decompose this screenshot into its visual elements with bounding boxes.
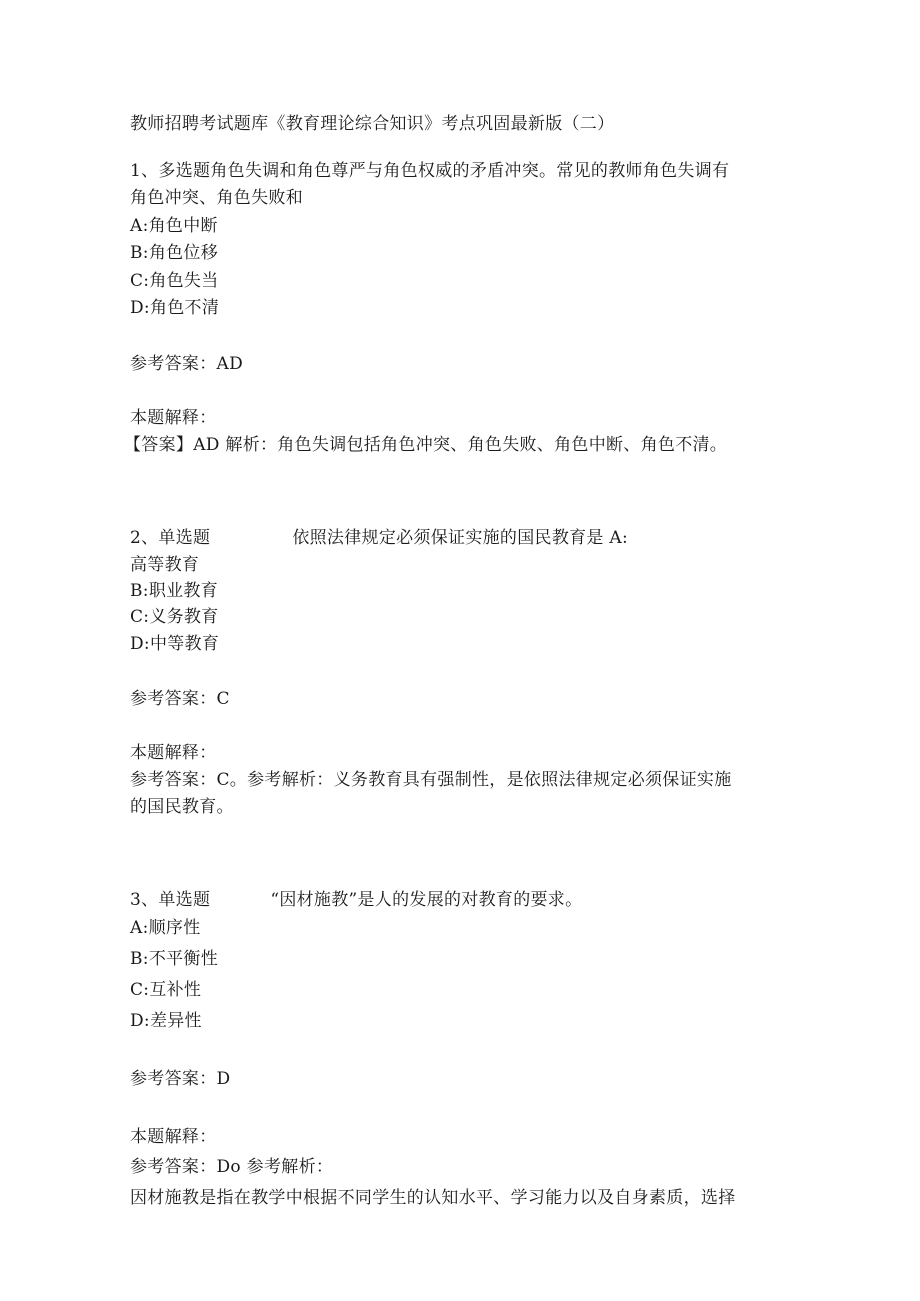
q2-answer: 参考答案：C [130,689,230,709]
q2-stem: 依照法律规定必须保证实施的国民教育是 A: [292,528,629,548]
q2-option-d: D:中等教育 [130,634,220,654]
q3-option-a: A:顺序性 [130,918,201,938]
q3-explain-line1: 参考答案：Do 参考解析： [130,1157,334,1177]
q3-explain-label: 本题解释： [130,1127,217,1147]
q3-option-c: C:互补性 [130,980,202,1000]
q3-stem-line1 [130,889,582,911]
q2-explain-label: 本题解释： [130,743,217,763]
q2-stem-line2: 高等教育 [130,555,200,575]
q1-explain-line1: 【答案】AD 解析：角色失调包括角色冲突、角色失败、角色中断、角色不清。 [124,435,728,455]
q2-explain-line1: 参考答案：C。参考解析：义务教育具有强制性，是依照法律规定必须保证实施 [130,770,732,790]
q1-option-c: C:角色失当 [130,271,219,291]
q1-explain-label: 本题解释： [130,408,217,428]
document-title: 教师招聘考试题库《教育理论综合知识》考点巩固最新版（二） [130,114,615,134]
q3-answer: 参考答案：D [130,1069,231,1089]
q1-stem-line1: 1、多选题角色失调和角色尊严与角色权威的矛盾冲突。常见的教师角色失调有 [130,161,730,181]
q2-option-b: B:职业教育 [130,581,219,601]
q1-stem-line2: 角色冲突、角色失败和 [130,188,303,208]
q3-explain-line2: 因材施教是指在教学中根据不同学生的认知水平、学习能力以及自身素质，选择 [130,1188,736,1208]
q1-option-d: D:角色不清 [130,298,220,318]
q1-option-a: A:角色中断 [130,216,218,236]
q3-option-d: D:差异性 [130,1011,202,1031]
q2-prefix: 2、单选题 [130,528,211,548]
q3-prefix: 3、单选题 [130,890,211,910]
q1-answer: 参考答案：AD [130,354,244,374]
q2-explain-line2: 的国民教育。 [130,797,234,817]
q3-stem: “因材施教”是人的发展的对教育的要求。 [270,890,583,910]
q3-option-b: B:不平衡性 [130,949,219,969]
q1-option-b: B:角色位移 [130,243,219,263]
q2-option-c: C:义务教育 [130,607,219,627]
q2-stem-line1 [130,527,628,549]
